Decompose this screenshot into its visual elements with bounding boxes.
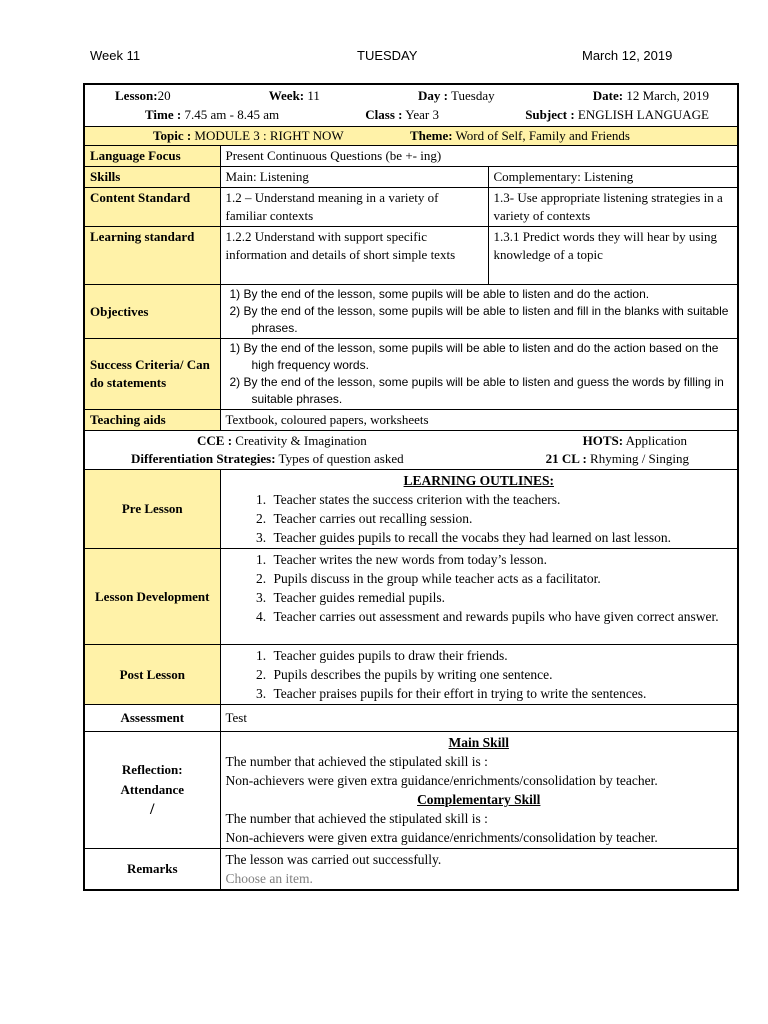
- step-item: 2. Teacher carries out recalling session.: [270, 509, 733, 528]
- complementary-skill-title: Complementary Skill: [417, 792, 541, 807]
- theme-field: Theme: Word of Self, Family and Friends: [409, 128, 630, 143]
- assessment-row: [84, 705, 738, 732]
- language-focus-row: [84, 146, 738, 167]
- success-criteria-row: [84, 339, 738, 410]
- remarks-label: Remarks: [84, 849, 220, 891]
- content-standard-row: [84, 188, 738, 227]
- lesson-field: Lesson:20: [115, 88, 171, 103]
- objective-item: 1) By the end of the lesson, some pupils will be able to listen and do the action.: [229, 287, 650, 301]
- header-date: March 12, 2019: [582, 48, 673, 63]
- differentiation-field: Differentiation Strategies: Types of question asked: [131, 451, 404, 466]
- objectives-row: [84, 285, 738, 339]
- success-criteria-label: Success Criteria/ Can do statements: [84, 339, 220, 410]
- teaching-aids-label: Teaching aids: [84, 410, 220, 431]
- remarks-value: The lesson was carried out successfully.: [225, 852, 442, 867]
- pre-lesson-label: Pre Lesson: [84, 470, 220, 549]
- week-field: Week: 11: [268, 88, 320, 103]
- reflection-label: Reflection: Attendance /: [84, 732, 220, 849]
- step-item: 3. Teacher guides remedial pupils.: [270, 588, 733, 607]
- class-field: Class : Year 3: [365, 107, 439, 122]
- lesson-development-row: [84, 549, 738, 645]
- topic-row: [84, 127, 738, 146]
- step-item: 1. Teacher writes the new words from today’s lesson.: [270, 550, 733, 569]
- main-skill-non-achievers: Non-achievers were given extra guidance/enrichments/consolidation by teacher.: [225, 773, 658, 788]
- lesson-development-steps: [226, 550, 733, 626]
- pre-lesson-row: [84, 470, 738, 549]
- language-focus-value: Present Continuous Questions (be +- ing): [220, 146, 738, 167]
- objectives-label: Objectives: [84, 285, 220, 339]
- topic-field: Topic : MODULE 3 : RIGHT NOW: [153, 128, 344, 143]
- criteria-item: 2) By the end of the lesson, some pupils will be able to listen and guess the words by filling in suitable phrases.: [229, 375, 724, 406]
- cl21-field: 21 CL : Rhyming / Singing: [545, 451, 690, 466]
- learning-outlines-title: LEARNING OUTLINES:: [403, 473, 554, 488]
- cce-row: [84, 431, 738, 470]
- learning-standard-complementary: 1.3.1 Predict words they will hear by using knowledge of a topic: [488, 227, 738, 285]
- post-lesson-label: Post Lesson: [84, 645, 220, 705]
- objective-item: 2) By the end of the lesson, some pupils will be able to listen and fill in the blanks with suitable phrases.: [229, 304, 729, 335]
- teaching-aids-value: Textbook, coloured papers, worksheets: [220, 410, 738, 431]
- day-field: Day : Tuesday: [418, 88, 495, 103]
- main-skill-title: Main Skill: [448, 735, 509, 750]
- criteria-item: 1) By the end of the lesson, some pupils will be able to listen and do the action based on the high frequency words.: [229, 341, 719, 372]
- skills-row: [84, 167, 738, 188]
- learning-standard-label: Learning standard: [84, 227, 220, 285]
- main-skill-achieved: The number that achieved the stipulated skill is :: [225, 754, 488, 769]
- content-standard-main: 1.2 – Understand meaning in a variety of familiar contexts: [220, 188, 488, 227]
- teaching-aids-row: [84, 410, 738, 431]
- objectives-list: [226, 286, 733, 337]
- assessment-label: Assessment: [84, 705, 220, 732]
- language-focus-label: Language Focus: [84, 146, 220, 167]
- complementary-skill-achieved: The number that achieved the stipulated skill is :: [225, 811, 488, 826]
- date-field: Date: 12 March, 2019: [592, 88, 710, 103]
- reflection-row: [84, 732, 738, 849]
- success-criteria-list: [226, 340, 733, 408]
- complementary-skill-non-achievers: Non-achievers were given extra guidance/enrichments/consolidation by teacher.: [225, 830, 658, 845]
- post-lesson-steps: [226, 646, 733, 703]
- cce-field: CCE : Creativity & Imagination: [197, 433, 367, 448]
- step-item: 4. Teacher carries out assessment and rewards pupils who have given correct answer.: [270, 607, 733, 626]
- content-standard-label: Content Standard: [84, 188, 220, 227]
- learning-standard-main: 1.2.2 Understand with support specific information and details of short simple texts: [220, 227, 488, 285]
- lesson-plan-table: [83, 83, 739, 891]
- assessment-value: Test: [220, 705, 738, 732]
- content-standard-complementary: 1.3- Use appropriate listening strategies in a variety of contexts: [488, 188, 738, 227]
- remarks-dropdown[interactable]: Choose an item.: [225, 871, 313, 886]
- lesson-development-label: Lesson Development: [84, 549, 220, 645]
- info-row-1: [84, 84, 738, 127]
- step-item: 1. Teacher states the success criterion with the teachers.: [270, 490, 733, 509]
- skills-label: Skills: [84, 167, 220, 188]
- pre-lesson-steps: [226, 490, 733, 547]
- hots-field: HOTS: Application: [582, 433, 688, 448]
- step-item: 3. Teacher guides pupils to recall the vocabs they had learned on last lesson.: [270, 528, 733, 547]
- header-week: Week 11: [90, 48, 141, 63]
- step-item: 1. Teacher guides pupils to draw their friends.: [270, 646, 733, 665]
- post-lesson-row: [84, 645, 738, 705]
- skills-main: Main: Listening: [220, 167, 488, 188]
- time-field: Time : 7.45 am - 8.45 am: [145, 107, 280, 122]
- step-item: 2. Pupils discuss in the group while teacher acts as a facilitator.: [270, 569, 733, 588]
- step-item: 3. Teacher praises pupils for their effort in trying to write the sentences.: [270, 684, 733, 703]
- subject-field: Subject : ENGLISH LANGUAGE: [525, 107, 709, 122]
- header-day: TUESDAY: [357, 48, 418, 63]
- learning-standard-row: [84, 227, 738, 285]
- skills-complementary: Complementary: Listening: [488, 167, 738, 188]
- remarks-row: [84, 849, 738, 891]
- step-item: 2. Pupils describes the pupils by writing one sentence.: [270, 665, 733, 684]
